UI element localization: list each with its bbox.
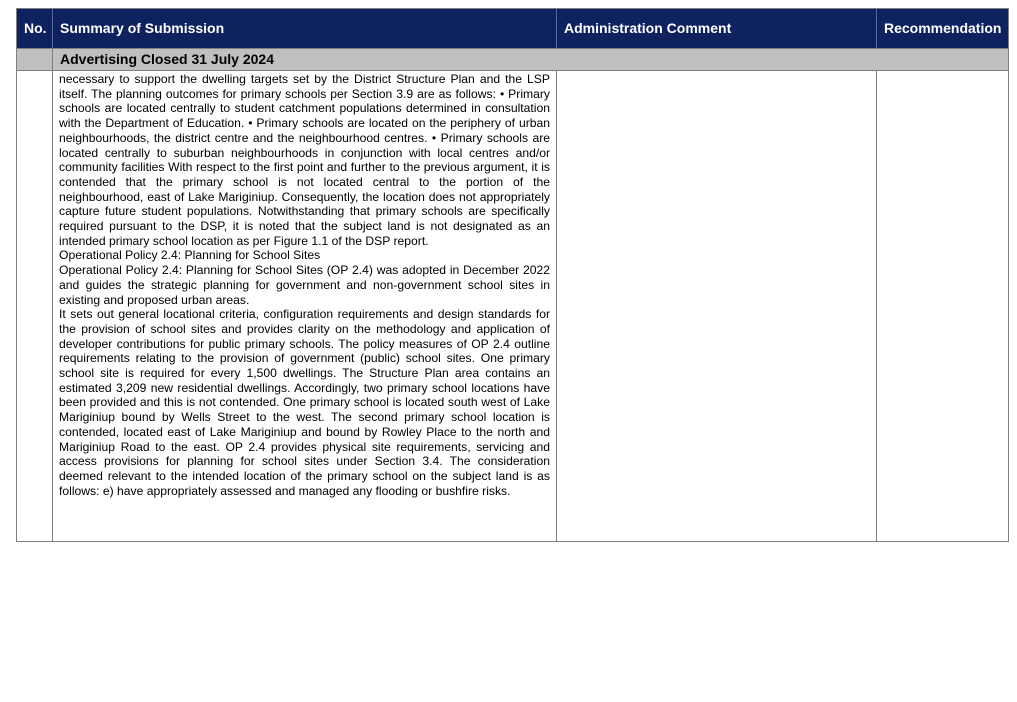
row-no-cell (17, 71, 53, 541)
summary-paragraph: Operational Policy 2.4: Planning for School Sites (59, 248, 321, 263)
row-admin-comment-cell (557, 71, 877, 541)
submissions-table (16, 8, 1009, 542)
header-admin-comment: Administration Comment (557, 9, 877, 48)
summary-paragraph: necessary to support the dwelling targets set by the District Structure Plan and the LSP itself. The planning outcomes for primary schools per Section 3.9 are as follows: • Primary schools are located centrally to student catchment populations determined in consultation with the Department of Education. • Primary schools are located on the periphery of urban neighbourhoods, the district centre and the neighbourhood centres. • Primary schools are located centrally to suburban neighbourhoods in conjunction with local centres and/or community facilities With respect to the first point and further to the previous argument, it is contended that the primary school is not located central to the portion of the neighbourhood, east of Lake Mariginiup. Consequently, the location does not appropriately capture future student populations. Notwithstanding that primary schools are specifically required pursuant to the DSP, it is noted that the subject land is not designated as an intended primary school location as per Figure 1.1 of the DSP report. (59, 72, 550, 248)
table-header-row (17, 9, 1008, 48)
row-recommendation-cell (877, 71, 1008, 541)
section-header-row (17, 48, 1008, 70)
summary-paragraph: It sets out general locational criteria, configuration requirements and design standards for the provision of school sites and provides clarity on the methodology and application of developer contributions for public primary schools. The policy measures of OP 2.4 outline requirements relating to the provision of government (public) school sites. One primary school site is required for every 1,500 dwellings. The Structure Plan area contains an estimated 3,209 new residential dwellings. Accordingly, two primary school locations have been provided and this is not contended. One primary school is located south west of Lake Mariginiup bound by Wells Street to the west. The second primary school location is contended, located east of Lake Mariginiup and bound by Rowley Place to the north and Mariginiup Road to the east. OP 2.4 provides physical site requirements, servicing and access provisions for planning for school sites under Section 3.4. The consideration deemed relevant to the intended location of the primary school on the subject land is as follows: e) have appropriately assessed and managed any flooding or bushfire risks. (59, 307, 550, 498)
summary-paragraph: Operational Policy 2.4: Planning for School Sites (OP 2.4) was adopted in December 2022 and guides the strategic planning for government and non-government school sites in existing and proposed urban areas. (59, 263, 550, 307)
header-no: No. (17, 9, 53, 48)
section-no-cell (17, 49, 53, 70)
table-row (17, 70, 1008, 541)
section-title: Advertising Closed 31 July 2024 (60, 51, 274, 67)
header-recommendation: Recommendation (884, 20, 1002, 36)
row-summary-cell (53, 71, 557, 541)
header-summary: Summary of Submission (53, 9, 557, 48)
summary-text (53, 71, 556, 498)
